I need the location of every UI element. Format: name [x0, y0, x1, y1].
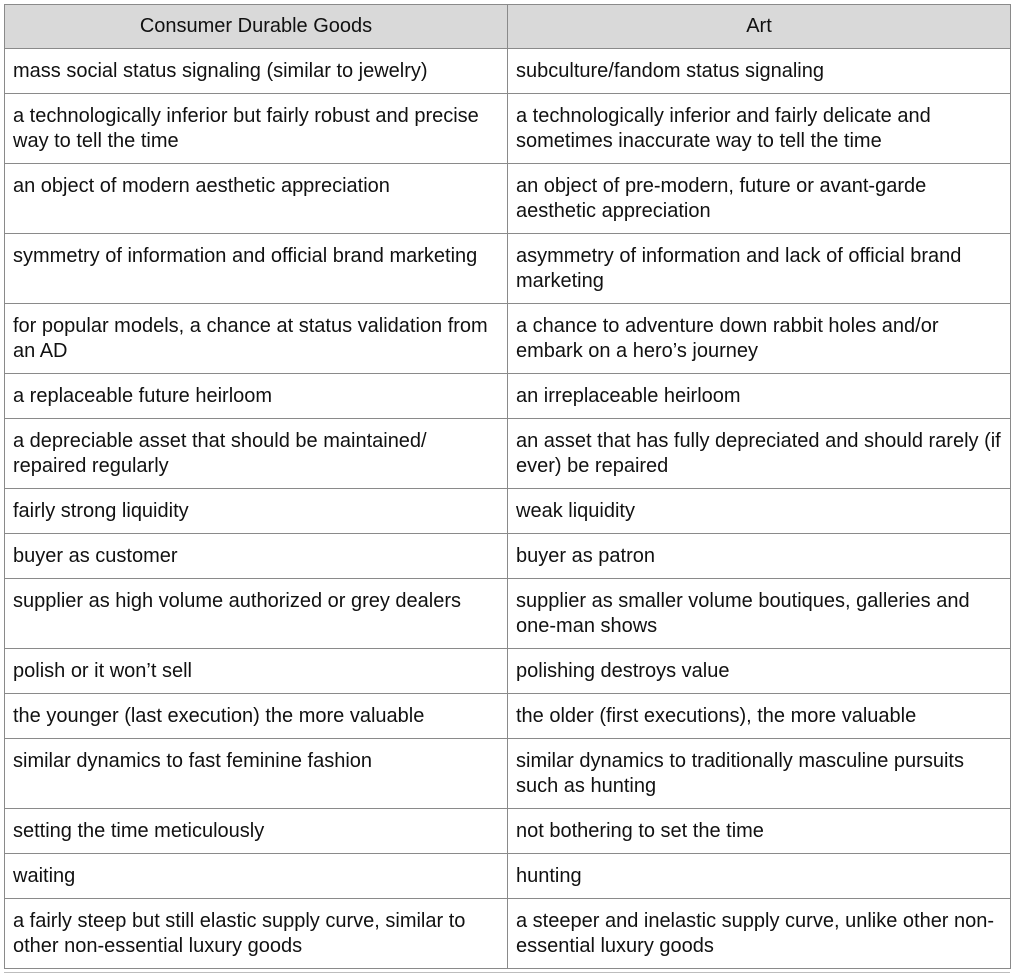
consumer-durable-goods-cell: a fairly steep but still elastic supply curve, similar to other non-essential luxury goods: [5, 899, 508, 969]
art-cell: buyer as patron: [508, 534, 1011, 579]
table-row: [5, 534, 1011, 579]
table-row: [5, 579, 1011, 649]
comparison-table-container: [4, 4, 1010, 969]
table-row: [5, 304, 1011, 374]
art-cell: asymmetry of information and lack of official brand marketing: [508, 234, 1011, 304]
table-row: [5, 419, 1011, 489]
consumer-durable-goods-cell: supplier as high volume authorized or grey dealers: [5, 579, 508, 649]
art-cell: an object of pre-modern, future or avant-garde aesthetic appreciation: [508, 164, 1011, 234]
art-cell: a steeper and inelastic supply curve, unlike other non-essential luxury goods: [508, 899, 1011, 969]
table-row: [5, 694, 1011, 739]
table-header: [5, 5, 1011, 49]
consumer-durable-goods-cell: a replaceable future heirloom: [5, 374, 508, 419]
table-row: [5, 164, 1011, 234]
consumer-durable-goods-cell: an object of modern aesthetic appreciation: [5, 164, 508, 234]
table-row: [5, 374, 1011, 419]
table-row: [5, 234, 1011, 304]
consumer-durable-goods-cell: fairly strong liquidity: [5, 489, 508, 534]
consumer-durable-goods-cell: polish or it won’t sell: [5, 649, 508, 694]
art-cell: a technologically inferior and fairly delicate and sometimes inaccurate way to tell the time: [508, 94, 1011, 164]
art-cell: similar dynamics to traditionally masculine pursuits such as hunting: [508, 739, 1011, 809]
art-cell: weak liquidity: [508, 489, 1011, 534]
table-row: [5, 649, 1011, 694]
art-cell: an irreplaceable heirloom: [508, 374, 1011, 419]
consumer-durable-goods-cell: symmetry of information and official brand marketing: [5, 234, 508, 304]
consumer-durable-goods-cell: a technologically inferior but fairly robust and precise way to tell the time: [5, 94, 508, 164]
art-cell: hunting: [508, 854, 1011, 899]
comparison-table: [4, 4, 1011, 969]
consumer-durable-goods-cell: buyer as customer: [5, 534, 508, 579]
art-cell: a chance to adventure down rabbit holes and/or embark on a hero’s journey: [508, 304, 1011, 374]
art-cell: subculture/fandom status signaling: [508, 49, 1011, 94]
consumer-durable-goods-cell: mass social status signaling (similar to jewelry): [5, 49, 508, 94]
table-body: [5, 49, 1011, 969]
consumer-durable-goods-cell: setting the time meticulously: [5, 809, 508, 854]
table-row: [5, 809, 1011, 854]
header-row: [5, 5, 1011, 49]
consumer-durable-goods-cell: for popular models, a chance at status validation from an AD: [5, 304, 508, 374]
table-row: [5, 489, 1011, 534]
art-cell: not bothering to set the time: [508, 809, 1011, 854]
consumer-durable-goods-cell: similar dynamics to fast feminine fashion: [5, 739, 508, 809]
table-row: [5, 94, 1011, 164]
consumer-durable-goods-cell: waiting: [5, 854, 508, 899]
table-row: [5, 854, 1011, 899]
header-consumer-durable-goods: Consumer Durable Goods: [5, 5, 508, 49]
consumer-durable-goods-cell: the younger (last execution) the more valuable: [5, 694, 508, 739]
art-cell: supplier as smaller volume boutiques, galleries and one-man shows: [508, 579, 1011, 649]
table-row: [5, 899, 1011, 969]
header-art: Art: [508, 5, 1011, 49]
table-row: [5, 49, 1011, 94]
art-cell: the older (first executions), the more valuable: [508, 694, 1011, 739]
art-cell: an asset that has fully depreciated and should rarely (if ever) be repaired: [508, 419, 1011, 489]
consumer-durable-goods-cell: a depreciable asset that should be maintained/ repaired regularly: [5, 419, 508, 489]
table-row: [5, 739, 1011, 809]
art-cell: polishing destroys value: [508, 649, 1011, 694]
